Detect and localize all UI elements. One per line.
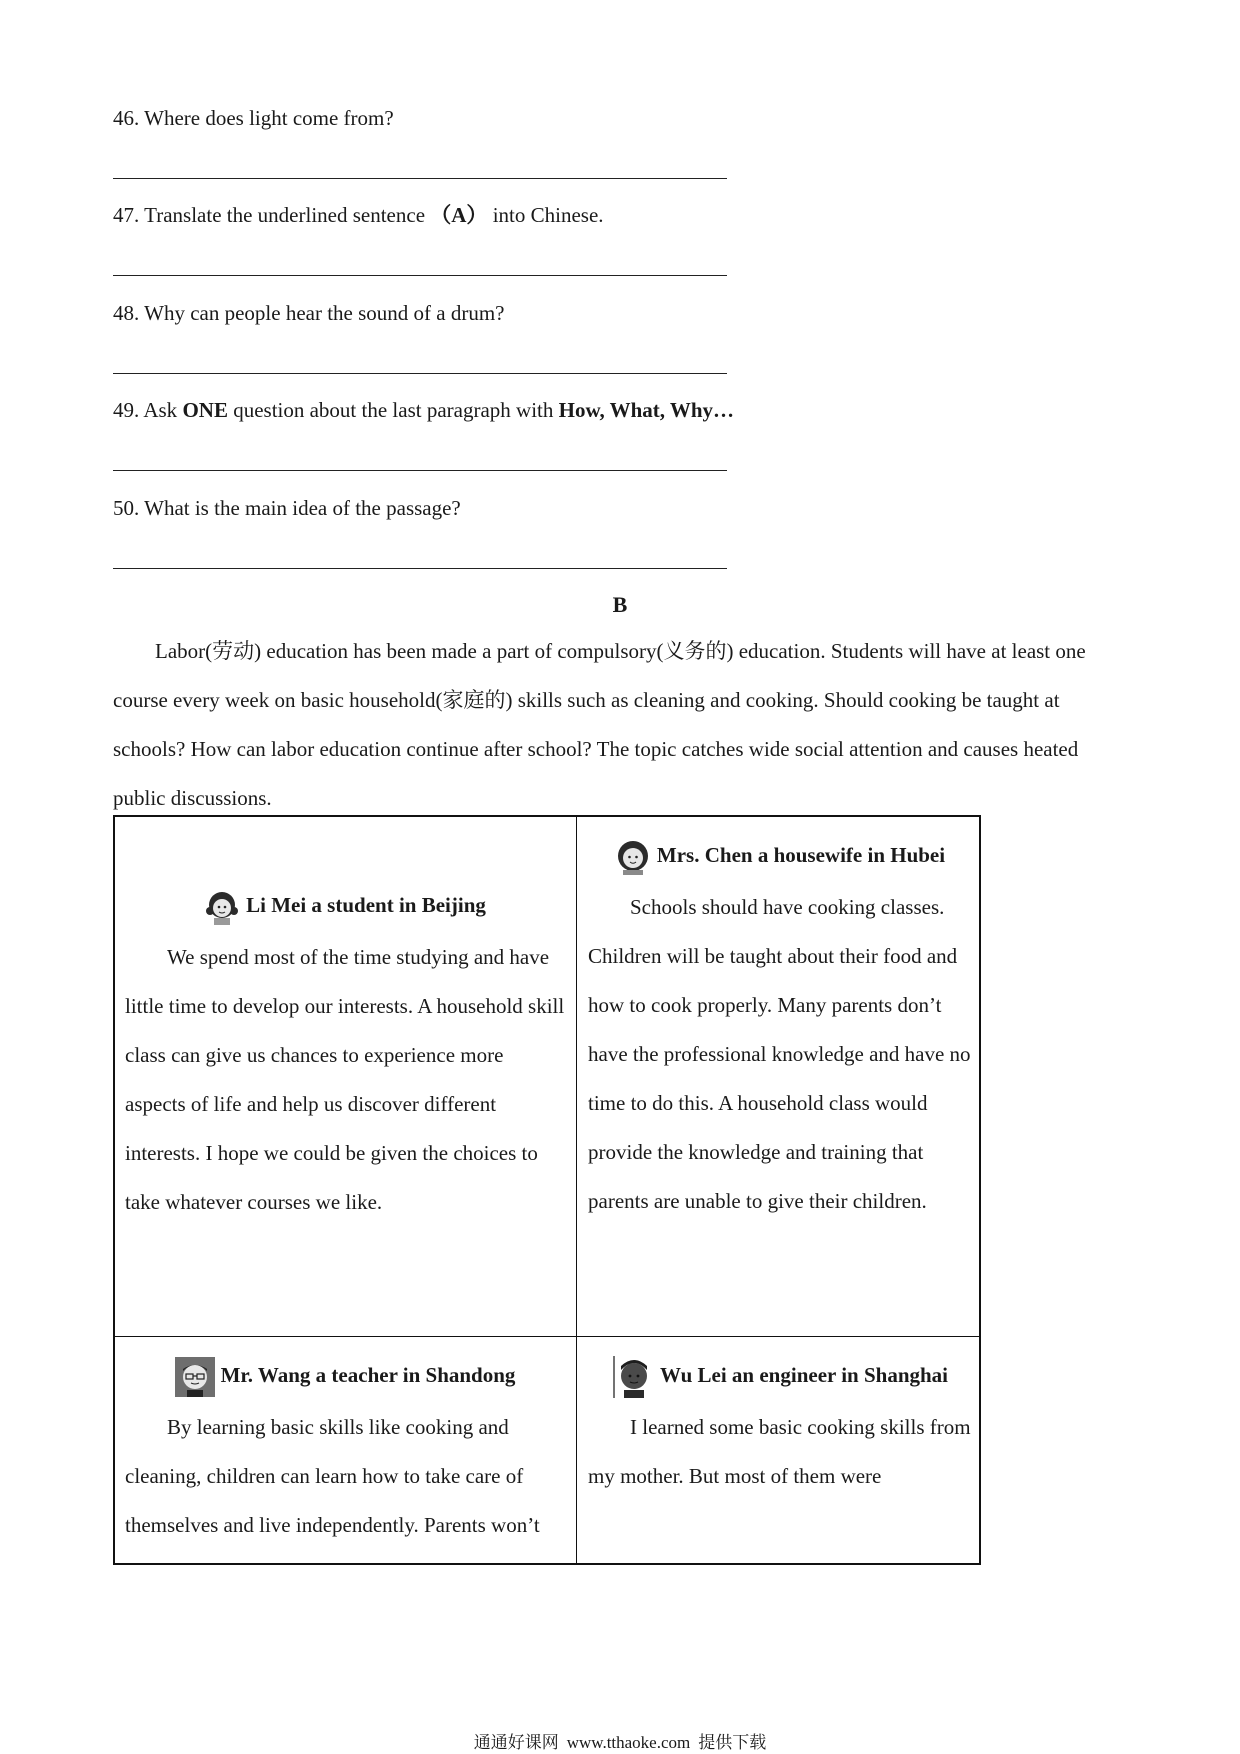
footer-url[interactable]: www.tthaoke.com [566,1733,691,1752]
opinion-cell-mr-wang: Mr. Wang a teacher in Shandong By learning basic skills like cooking and cleaning, children can learn how to take care of themselves and live independently. Parents won’t [125,1347,565,1550]
opinion-cell-wu-lei: Wu Lei an engineer in Shanghai I learned some basic cooking skills from my mother. But most of them were [588,1347,972,1501]
answer-line-49[interactable] [113,470,727,471]
opinion-cell-mrs-chen: Mrs. Chen a housewife in Hubei Schools should have cooking classes. Children will be taught about their food and how to cook properly. Many parents don’t have the professional knowledge and have no time to do this. A household class would provide the knowledge and training that parents are unable to give their children. [588,827,972,1226]
opinion-name: Wu Lei an engineer in Shanghai [588,1347,972,1403]
answer-line-48[interactable] [113,373,727,374]
table-divider-horizontal [115,1336,979,1337]
answer-line-47[interactable] [113,275,727,276]
answer-line-46[interactable] [113,178,727,179]
answer-line-50[interactable] [113,568,727,569]
opinion-name: Li Mei a student in Beijing [125,877,565,933]
question-50: 50. What is the main idea of the passage? [113,496,461,520]
question-46: 46. Where does light come from? [113,106,394,130]
sentence-marker: （A） [430,203,488,227]
opinion-cell-li-mei: Li Mei a student in Beijing We spend most of the time studying and have little time to develop our interests. A household skill class can give us chances to experience more aspects of life and help us discover different interests. I hope we could be given the choices to take whatever courses we like. [125,877,565,1227]
section-title: B [612,592,628,617]
page-footer: 通通好课网 www.tthaoke.com 提供下载 [473,1733,767,1753]
opinion-name: Mr. Wang a teacher in Shandong [125,1347,565,1403]
question-47: 47. Translate the underlined sentence （A） into Chinese. [113,203,604,227]
opinion-name: Mrs. Chen a housewife in Hubei [588,827,972,883]
question-48: 48. Why can people hear the sound of a drum? [113,301,505,325]
woman-avatar-icon [615,839,651,875]
girl-avatar-icon [204,889,240,925]
engineer-avatar-icon [612,1356,654,1398]
teacher-avatar-icon [175,1357,215,1397]
table-divider-vertical [576,817,577,1563]
question-49: 49. Ask ONE question about the last paragraph with How, What, Why… [113,398,735,422]
opinion-table [113,815,981,1565]
intro-paragraph: Labor(劳动) education has been made a part of compulsory(义务的) education. Students will have at least one course every week on basic household(家庭的) skills such as cleaning and cooking. Should cooking be taught at schools? How can labor education continue after school? The topic catches wide social attention and causes heated public discussions. [113,639,1086,810]
